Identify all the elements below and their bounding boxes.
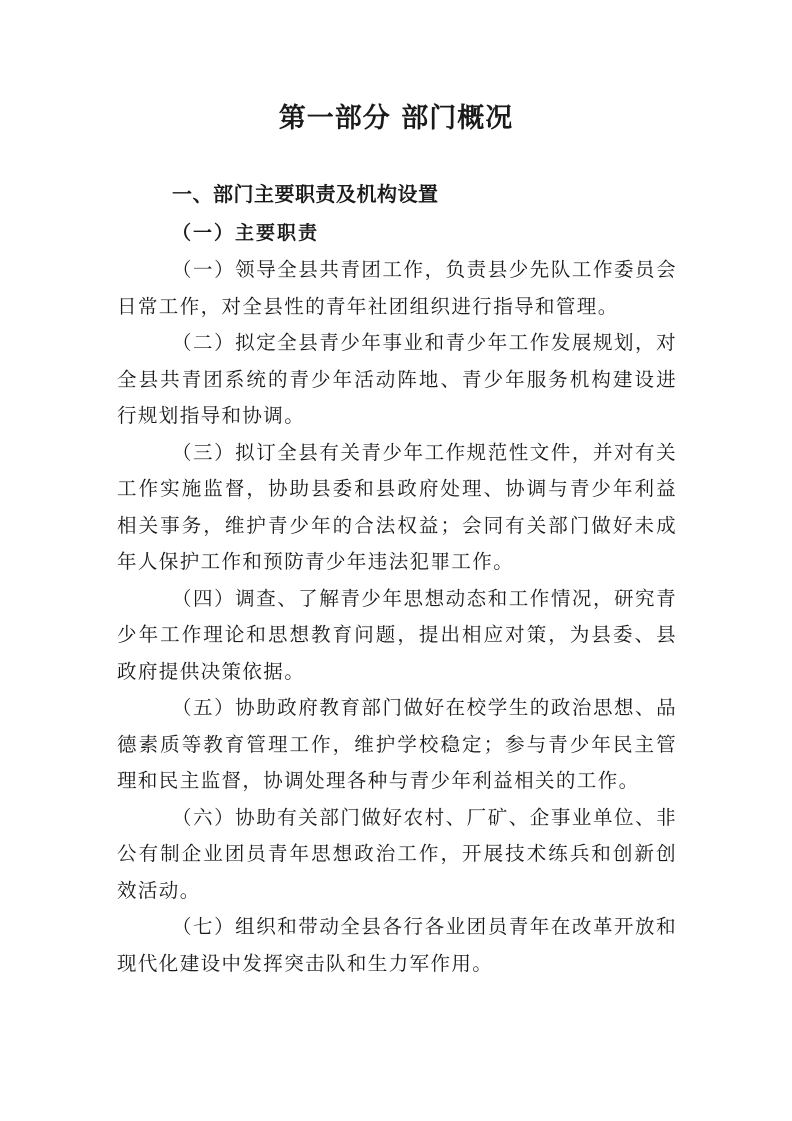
paragraph: （六）协助有关部门做好农村、厂矿、企事业单位、非公有制企业团员青年思想政治工作，开展技术练兵和创新创效活动。 bbox=[117, 805, 677, 902]
page-title: 第一部分 部门概况 bbox=[278, 103, 514, 134]
sub-heading: （一）主要职责 bbox=[172, 222, 320, 244]
paragraph: （五）协助政府教育部门做好在校学生的政治思想、品德素质等教育管理工作，维护学校稳定；参与青少年民主管理和民主监督，协调处理各种与青少年利益相关的工作。 bbox=[117, 696, 677, 792]
paragraph: （三）拟订全县有关青少年工作规范性文件，并对有关工作实施监督，协助县委和县政府处理、协调与青少年利益相关事务，维护青少年的合法权益；会同有关部门做好未成年人保护工作和预防青少年违法犯罪工作。 bbox=[117, 440, 677, 573]
section-heading: 一、部门主要职责及机构设置 bbox=[172, 182, 439, 206]
paragraph: （二）拟定全县青少年事业和青少年工作发展规划，对全县共青团系统的青少年活动阵地、青少年服务机构建设进行规划指导和协调。 bbox=[117, 331, 677, 427]
paragraph: （七）组织和带动全县各行各业团员青年在改革开放和现代化建设中发挥突击队和生力军作用。 bbox=[117, 915, 677, 975]
paragraph: （一）领导全县共青团工作，负责县少先队工作委员会日常工作，对全县性的青年社团组织进行指导和管理。 bbox=[117, 258, 677, 318]
paragraph: （四）调查、了解青少年思想动态和工作情况，研究青少年工作理论和思想教育问题，提出相应对策，为县委、县政府提供决策依据。 bbox=[117, 586, 677, 683]
body-text bbox=[117, 252, 677, 982]
